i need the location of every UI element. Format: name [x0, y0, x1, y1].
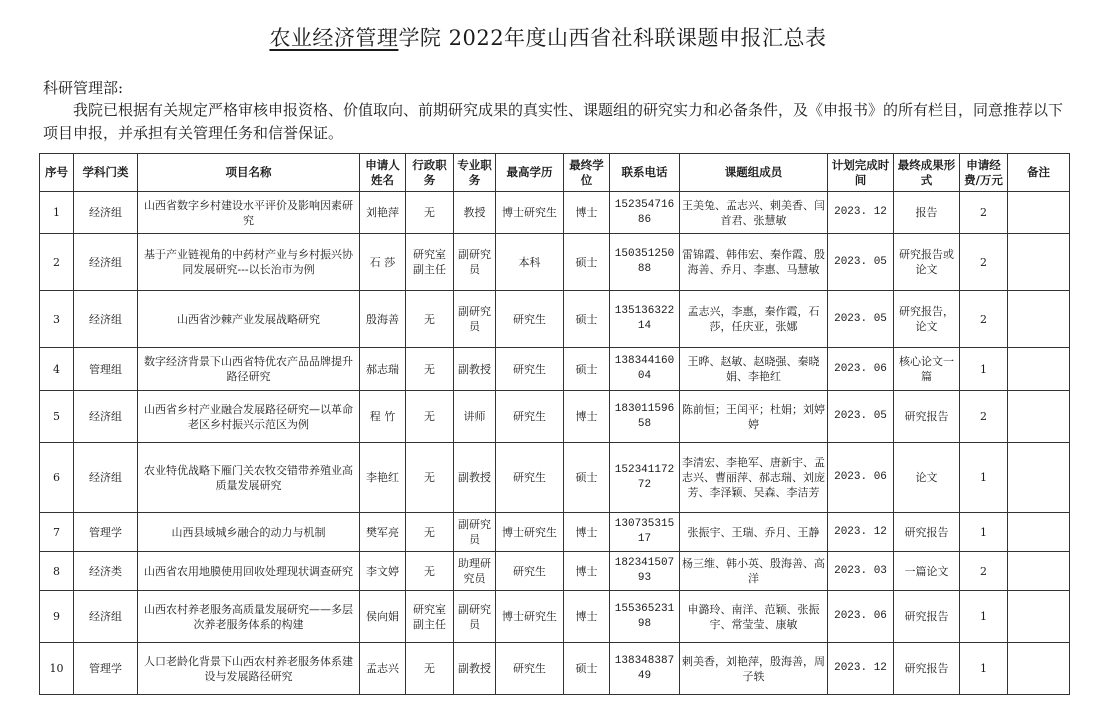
cell-deadline: 2023. 05: [828, 234, 894, 291]
cell-output: 报告: [894, 192, 960, 234]
cell-seq: 10: [40, 643, 74, 695]
cell-title: 副研究员: [454, 234, 496, 291]
header-admin: 行政职务: [406, 154, 454, 192]
table-header-row: [40, 154, 1070, 192]
cell-degree: 硕士: [564, 234, 610, 291]
cell-category: 经济组: [74, 234, 138, 291]
table-row: [40, 443, 1070, 513]
table-row: [40, 192, 1070, 234]
cell-degree: 硕士: [564, 643, 610, 695]
cell-members: 雷锦霞、韩伟宏、秦作霞、殷海善、乔月、李惠、马慧敏: [680, 234, 828, 291]
cell-funding: 2: [960, 391, 1008, 443]
cell-notes: [1008, 234, 1070, 291]
cell-seq: 6: [40, 443, 74, 513]
college-name: 农业经济管理: [269, 26, 399, 50]
table-row: [40, 513, 1070, 552]
cell-output: 研究报告: [894, 513, 960, 552]
cell-output: 研究报告，论文: [894, 291, 960, 348]
title-text: 学院 2022年度山西省社科联课题申报汇总表: [398, 26, 827, 50]
cell-seq: 9: [40, 591, 74, 643]
cell-notes: [1008, 443, 1070, 513]
cell-project: 农业特优战略下雁门关农牧交错带养殖业高质量发展研究: [138, 443, 360, 513]
cell-members: 李清宏、李艳军、唐新宇、孟志兴、曹丽萍、郝志瑞、刘庞芳、李泽颖、吴森、李洁芳: [680, 443, 828, 513]
cell-funding: 2: [960, 552, 1008, 591]
cell-notes: [1008, 291, 1070, 348]
cell-applicant: 李文婷: [360, 552, 406, 591]
cell-admin: 研究室副主任: [406, 591, 454, 643]
cell-degree: 硕士: [564, 443, 610, 513]
cell-project: 山西省数字乡村建设水平评价及影响因素研究: [138, 192, 360, 234]
cell-seq: 5: [40, 391, 74, 443]
cell-degree-edu: 博士研究生: [496, 192, 564, 234]
cell-seq: 2: [40, 234, 74, 291]
table-row: [40, 391, 1070, 443]
cell-project: 山西县域城乡融合的动力与机制: [138, 513, 360, 552]
cell-funding: 1: [960, 348, 1008, 391]
cell-deadline: 2023. 05: [828, 391, 894, 443]
header-deadline: 计划完成时间: [828, 154, 894, 192]
cell-notes: [1008, 552, 1070, 591]
page-title: [0, 22, 1096, 52]
cell-deadline: 2023. 12: [828, 513, 894, 552]
table-row: [40, 643, 1070, 695]
cell-degree: 硕士: [564, 291, 610, 348]
cell-seq: 1: [40, 192, 74, 234]
cell-notes: [1008, 513, 1070, 552]
cell-deadline: 2023. 06: [828, 348, 894, 391]
cell-degree: 博士: [564, 391, 610, 443]
cell-members: 孟志兴，李惠，秦作霞，石莎，任庆亚，张娜: [680, 291, 828, 348]
cell-category: 管理学: [74, 643, 138, 695]
table-row: [40, 591, 1070, 643]
cell-title: 助理研究员: [454, 552, 496, 591]
project-summary-table: [39, 153, 1070, 695]
cell-members: 王美兔、孟志兴、剌美香、闫首君、张慧敏: [680, 192, 828, 234]
header-funding: 申请经费/万元: [960, 154, 1008, 192]
table-row: [40, 234, 1070, 291]
cell-deadline: 2023. 05: [828, 291, 894, 348]
cell-admin: 无: [406, 552, 454, 591]
cell-output: 研究报告: [894, 643, 960, 695]
cell-output: 研究报告: [894, 591, 960, 643]
cell-degree-edu: 本科: [496, 234, 564, 291]
cell-members: 张振宇、王瑞、乔月、王静: [680, 513, 828, 552]
cell-project: 山西省乡村产业融合发展路径研究—以革命老区乡村振兴示范区为例: [138, 391, 360, 443]
cell-phone: 13073531517: [610, 513, 680, 552]
cell-funding: 1: [960, 643, 1008, 695]
header-members: 课题组成员: [680, 154, 828, 192]
cell-category: 经济组: [74, 192, 138, 234]
cell-phone: 18301159658: [610, 391, 680, 443]
cell-title: 副研究员: [454, 591, 496, 643]
cell-seq: 8: [40, 552, 74, 591]
cell-output: 研究报告或论文: [894, 234, 960, 291]
cell-degree: 博士: [564, 552, 610, 591]
cell-applicant: 郝志瑞: [360, 348, 406, 391]
cell-applicant: 樊军亮: [360, 513, 406, 552]
cell-deadline: 2023. 12: [828, 643, 894, 695]
cell-admin: 无: [406, 291, 454, 348]
header-degree-edu: 最高学历: [496, 154, 564, 192]
header-applicant: 申请人姓名: [360, 154, 406, 192]
cell-output: 论文: [894, 443, 960, 513]
addressee: 科研管理部:: [43, 79, 124, 97]
cell-project: 基于产业链视角的中药材产业与乡村振兴协同发展研究---以长治市为例: [138, 234, 360, 291]
cell-category: 经济组: [74, 391, 138, 443]
cell-project: 山西省农用地膜使用回收处理现状调查研究: [138, 552, 360, 591]
cell-seq: 4: [40, 348, 74, 391]
cell-funding: 1: [960, 443, 1008, 513]
table-row: [40, 348, 1070, 391]
cell-category: 经济组: [74, 443, 138, 513]
cell-project: 数字经济背景下山西省特优农产品品牌提升路径研究: [138, 348, 360, 391]
cell-degree: 博士: [564, 591, 610, 643]
cell-notes: [1008, 591, 1070, 643]
cell-phone: 15536523198: [610, 591, 680, 643]
table-row: [40, 552, 1070, 591]
header-degree: 最终学位: [564, 154, 610, 192]
cell-category: 管理学: [74, 513, 138, 552]
cell-members: 王晔、赵敏、赵晓强、秦晓娟、李艳红: [680, 348, 828, 391]
cell-phone: 18234150793: [610, 552, 680, 591]
cell-applicant: 侯向娟: [360, 591, 406, 643]
cell-degree: 博士: [564, 192, 610, 234]
cell-admin: 无: [406, 192, 454, 234]
header-phone: 联系电话: [610, 154, 680, 192]
cell-phone: 15234117272: [610, 443, 680, 513]
cell-category: 经济组: [74, 291, 138, 348]
cell-deadline: 2023. 06: [828, 443, 894, 513]
cell-category: 经济组: [74, 591, 138, 643]
cell-funding: 2: [960, 291, 1008, 348]
cell-output: 一篇论文: [894, 552, 960, 591]
cell-category: 管理组: [74, 348, 138, 391]
cell-applicant: 程 竹: [360, 391, 406, 443]
header-output: 最终成果形式: [894, 154, 960, 192]
header-category: 学科门类: [74, 154, 138, 192]
cell-degree-edu: 博士研究生: [496, 591, 564, 643]
cell-title: 讲师: [454, 391, 496, 443]
cell-degree-edu: 研究生: [496, 291, 564, 348]
cell-degree-edu: 研究生: [496, 643, 564, 695]
cell-seq: 7: [40, 513, 74, 552]
table-row: [40, 291, 1070, 348]
cell-members: 杨三维、韩小英、殷海善、高洋: [680, 552, 828, 591]
cell-notes: [1008, 348, 1070, 391]
header-notes: 备注: [1008, 154, 1070, 192]
cell-project: 山西农村养老服务高质量发展研究——多层次养老服务体系的构建: [138, 591, 360, 643]
cell-degree: 博士: [564, 513, 610, 552]
cell-output: 研究报告: [894, 391, 960, 443]
cell-title: 副研究员: [454, 291, 496, 348]
cell-funding: 2: [960, 192, 1008, 234]
cell-deadline: 2023. 12: [828, 192, 894, 234]
cell-phone: 13834838749: [610, 643, 680, 695]
cell-applicant: 李艳红: [360, 443, 406, 513]
cell-degree-edu: 研究生: [496, 348, 564, 391]
cell-funding: 1: [960, 513, 1008, 552]
cell-deadline: 2023. 03: [828, 552, 894, 591]
cell-project: 人口老龄化背景下山西农村养老服务体系建设与发展路径研究: [138, 643, 360, 695]
header-title: 专业职务: [454, 154, 496, 192]
cell-admin: 无: [406, 513, 454, 552]
header-seq: 序号: [40, 154, 74, 192]
cell-degree-edu: 研究生: [496, 552, 564, 591]
cell-funding: 1: [960, 591, 1008, 643]
cell-notes: [1008, 192, 1070, 234]
cell-project: 山西省沙棘产业发展战略研究: [138, 291, 360, 348]
cell-members: 剌美香，刘艳萍，殷海善，周子轶: [680, 643, 828, 695]
cell-degree-edu: 博士研究生: [496, 513, 564, 552]
cell-admin: 无: [406, 443, 454, 513]
cell-notes: [1008, 391, 1070, 443]
cell-admin: 研究室副主任: [406, 234, 454, 291]
cell-phone: 15035125088: [610, 234, 680, 291]
cell-title: 副教授: [454, 643, 496, 695]
cell-output: 核心论文一篇: [894, 348, 960, 391]
cell-phone: 15235471686: [610, 192, 680, 234]
cell-title: 副教授: [454, 348, 496, 391]
intro-paragraph: 我院已根据有关规定严格审核申报资格、价值取向、前期研究成果的真实性、课题组的研究实力和必备条件，及《申报书》的所有栏目，同意推荐以下项目申报，并承担有关管理任务和信誉保证。: [43, 101, 1064, 142]
cell-seq: 3: [40, 291, 74, 348]
cell-funding: 2: [960, 234, 1008, 291]
cell-title: 教授: [454, 192, 496, 234]
cell-phone: 13513632214: [610, 291, 680, 348]
cell-members: 申潞玲、南洋、范颖、张振宇、常莹莹、康敏: [680, 591, 828, 643]
cell-title: 副教授: [454, 443, 496, 513]
header-project: 项目名称: [138, 154, 360, 192]
cell-applicant: 孟志兴: [360, 643, 406, 695]
cell-deadline: 2023. 06: [828, 591, 894, 643]
cell-notes: [1008, 643, 1070, 695]
cell-admin: 无: [406, 391, 454, 443]
cell-degree-edu: 研究生: [496, 391, 564, 443]
cell-admin: 无: [406, 643, 454, 695]
cell-title: 副研究员: [454, 513, 496, 552]
cell-applicant: 石 莎: [360, 234, 406, 291]
cell-applicant: 殷海善: [360, 291, 406, 348]
cell-phone: 13834416004: [610, 348, 680, 391]
cell-degree-edu: 研究生: [496, 443, 564, 513]
cell-degree: 硕士: [564, 348, 610, 391]
cell-admin: 无: [406, 348, 454, 391]
cell-applicant: 刘艳萍: [360, 192, 406, 234]
cell-category: 经济类: [74, 552, 138, 591]
cell-members: 陈前恒；王闰平；杜娟；刘婷婷: [680, 391, 828, 443]
